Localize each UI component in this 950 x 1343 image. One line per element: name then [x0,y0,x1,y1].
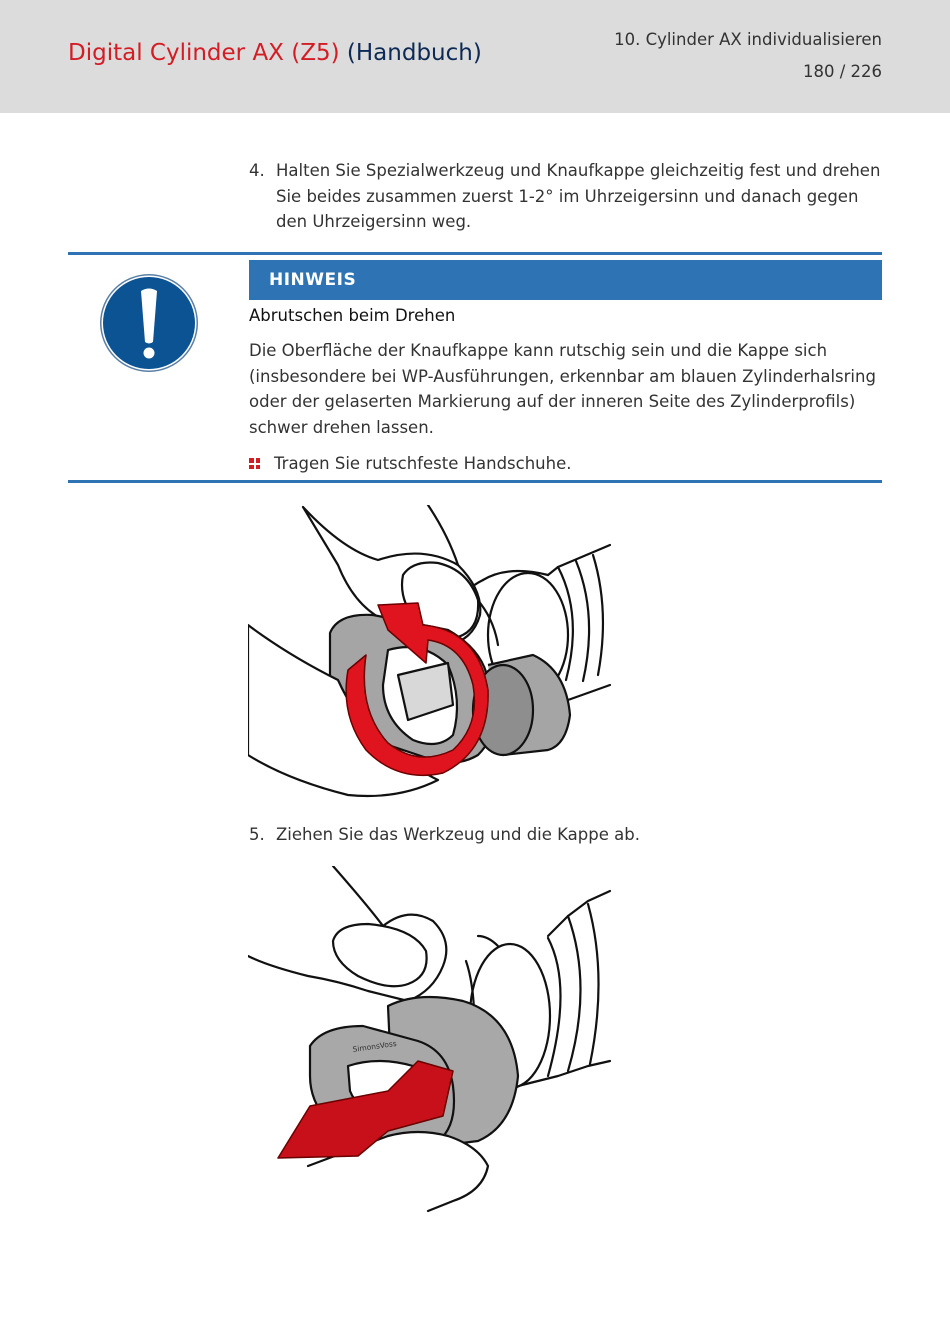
step-text: Halten Sie Spezialwerkzeug und Knaufkappe gleichzeitig fest und drehen Sie beides zusammen zuerst 1-2° im Uhrzeigersinn und danach gegen den Uhrzeigersinn weg. [276,161,881,231]
step-number: 4. [249,161,265,180]
step-text: Ziehen Sie das Werkzeug und die Kappe ab. [276,825,640,844]
engraving-label: SimonsVoss [352,1038,398,1054]
step-item [249,158,889,235]
notice-top-rule [68,252,882,255]
page-number: 180 / 226 [802,62,882,81]
document-title-product: Digital Cylinder AX (Z5) [68,40,340,66]
figure-rotate-cap [248,505,613,800]
notice-label: HINWEIS [269,270,357,290]
bullet-squares-icon [249,458,260,469]
notice-heading: Abrutschen beim Drehen [249,306,456,325]
chapter-title: 10. Cylinder AX individualisieren [614,30,882,49]
notice-body: Die Oberfläche der Knaufkappe kann rutschig sein und die Kappe sich (insbesondere bei WP-Ausführungen, erkennbar am blauen Zylinderhalsring oder der gelaserten Markierung auf der inneren Seite des Zylinderprofils) schwer drehen lassen. [249,341,876,437]
exclamation-icon [99,273,199,373]
notice-bullet-text: Tragen Sie rutschfeste Handschuhe. [274,454,572,473]
notice-label-bar [249,260,882,300]
notice-bullet-item [249,451,571,476]
figure-pull-cap [248,866,613,1216]
step-item [249,822,889,848]
document-title-type: (Handbuch) [346,40,482,66]
notice-bottom-rule [68,480,882,483]
page-header [0,0,950,113]
document-title [68,40,482,66]
step-number: 5. [249,825,265,844]
